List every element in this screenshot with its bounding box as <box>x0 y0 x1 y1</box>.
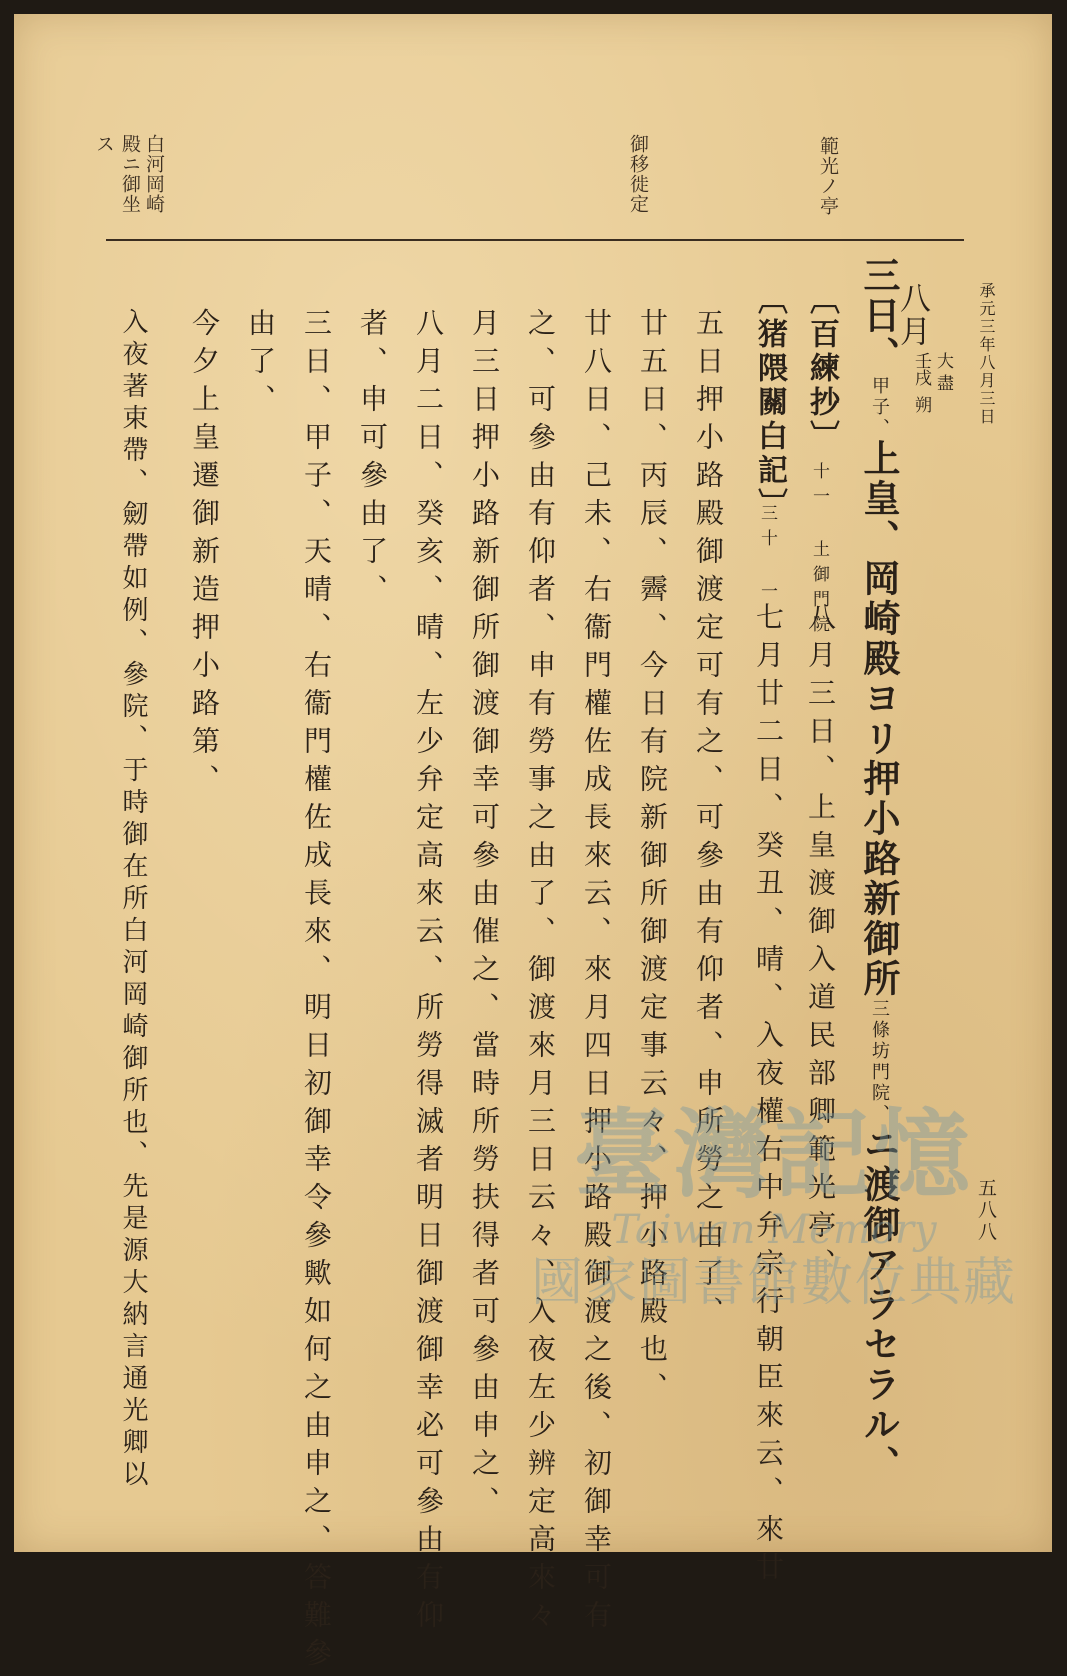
entry-title-text: 上皇、岡崎殿ヨリ押小路新御所 <box>857 439 901 999</box>
margin-note-1: 範光ノ亭 <box>817 136 839 216</box>
page-number: 五八八 <box>975 1178 997 1244</box>
source-1 <box>804 284 839 454</box>
entry-title-end: ニ渡御アラセラル、 <box>857 1125 901 1485</box>
body-line-10: 今夕上皇遷御新造押小路第、 <box>188 308 221 802</box>
source-2 <box>752 284 787 522</box>
watermark-logo <box>514 1098 1034 1462</box>
month-fullness: 盡 <box>933 374 953 391</box>
body-line-2: 廿五日、丙辰、霽、今日有院新御所御渡定事云々、押小路殿也、 <box>636 308 669 1410</box>
month-note: 朔 <box>911 396 931 413</box>
body-line-9: 由了、 <box>244 308 277 422</box>
watermark-english: Taiwan Memory <box>611 1206 937 1253</box>
watermark-main: 臺灣記憶 <box>574 1098 974 1211</box>
source-1-text: 八月三日、上皇渡御入道民部卿範光亭、 <box>804 602 837 1286</box>
body-line-8: 三日、甲子、天晴、右衞門權佐成長來、明日初御幸令參歟如何之由申之、答難參 <box>300 308 333 1676</box>
source-2-note: 三十 一 <box>757 504 777 607</box>
watermark-sub: 國家圖書館數位典藏 <box>530 1252 1017 1313</box>
entry-title-note: 甲子、 <box>869 376 890 439</box>
source-2-text: 七月廿二日、癸丑、晴、入夜權右中弁宗行朝臣來云、來廿 <box>752 602 785 1590</box>
month-label: 八月 <box>894 282 930 348</box>
document-page <box>14 14 1052 1676</box>
body-line-6: 八月二日、癸亥、晴、左少弁定高來云、所勞得滅者明日御渡御幸必可參由有仰 <box>412 308 445 1638</box>
entry-title-note2: 三條坊門院、 <box>869 999 890 1125</box>
source-1-note: 十一 土御門院 <box>809 462 829 640</box>
source-2-name: 〔猪隈關白記〕 <box>752 284 787 522</box>
date-heading: 承元三年八月三日 <box>977 282 996 426</box>
header-rule <box>106 239 964 241</box>
body-line-11: 入夜著束帶、劒帶如例、參院、于時御在所白河岡崎御所也、先是源大納言通光卿以 <box>118 308 148 1492</box>
margin-note-3: 白河岡崎 <box>143 134 165 214</box>
entry-title-day: 三日、 <box>857 256 901 376</box>
month-sexagenary: 壬戌 <box>911 352 931 386</box>
margin-note-5: ス <box>93 134 115 154</box>
body-line-5: 月三日押小路新御所御渡御幸可參由催之、當時所勞扶得者可參由申之、 <box>468 308 501 1524</box>
body-line-1: 五日押小路殿御渡定可有之、可參由有仰者、申所勞之由了、 <box>692 308 725 1334</box>
source-1-name: 〔百練抄〕 <box>804 284 839 454</box>
margin-note-2: 御移徙定 <box>627 134 649 214</box>
margin-note-4: 殿ニ御坐 <box>119 134 141 214</box>
body-line-3: 廿八日、己未、右衞門權佐成長來云、來月四日押小路殿御渡之後、初御幸可有 <box>580 308 613 1638</box>
body-line-7: 者、申可參由了、 <box>356 308 389 612</box>
body-line-4: 之、可參由有仰者、申有勞事之由了、御渡來月三日云々、入夜左少辨定高來々 <box>524 308 557 1638</box>
month-size: 大 <box>933 352 953 369</box>
